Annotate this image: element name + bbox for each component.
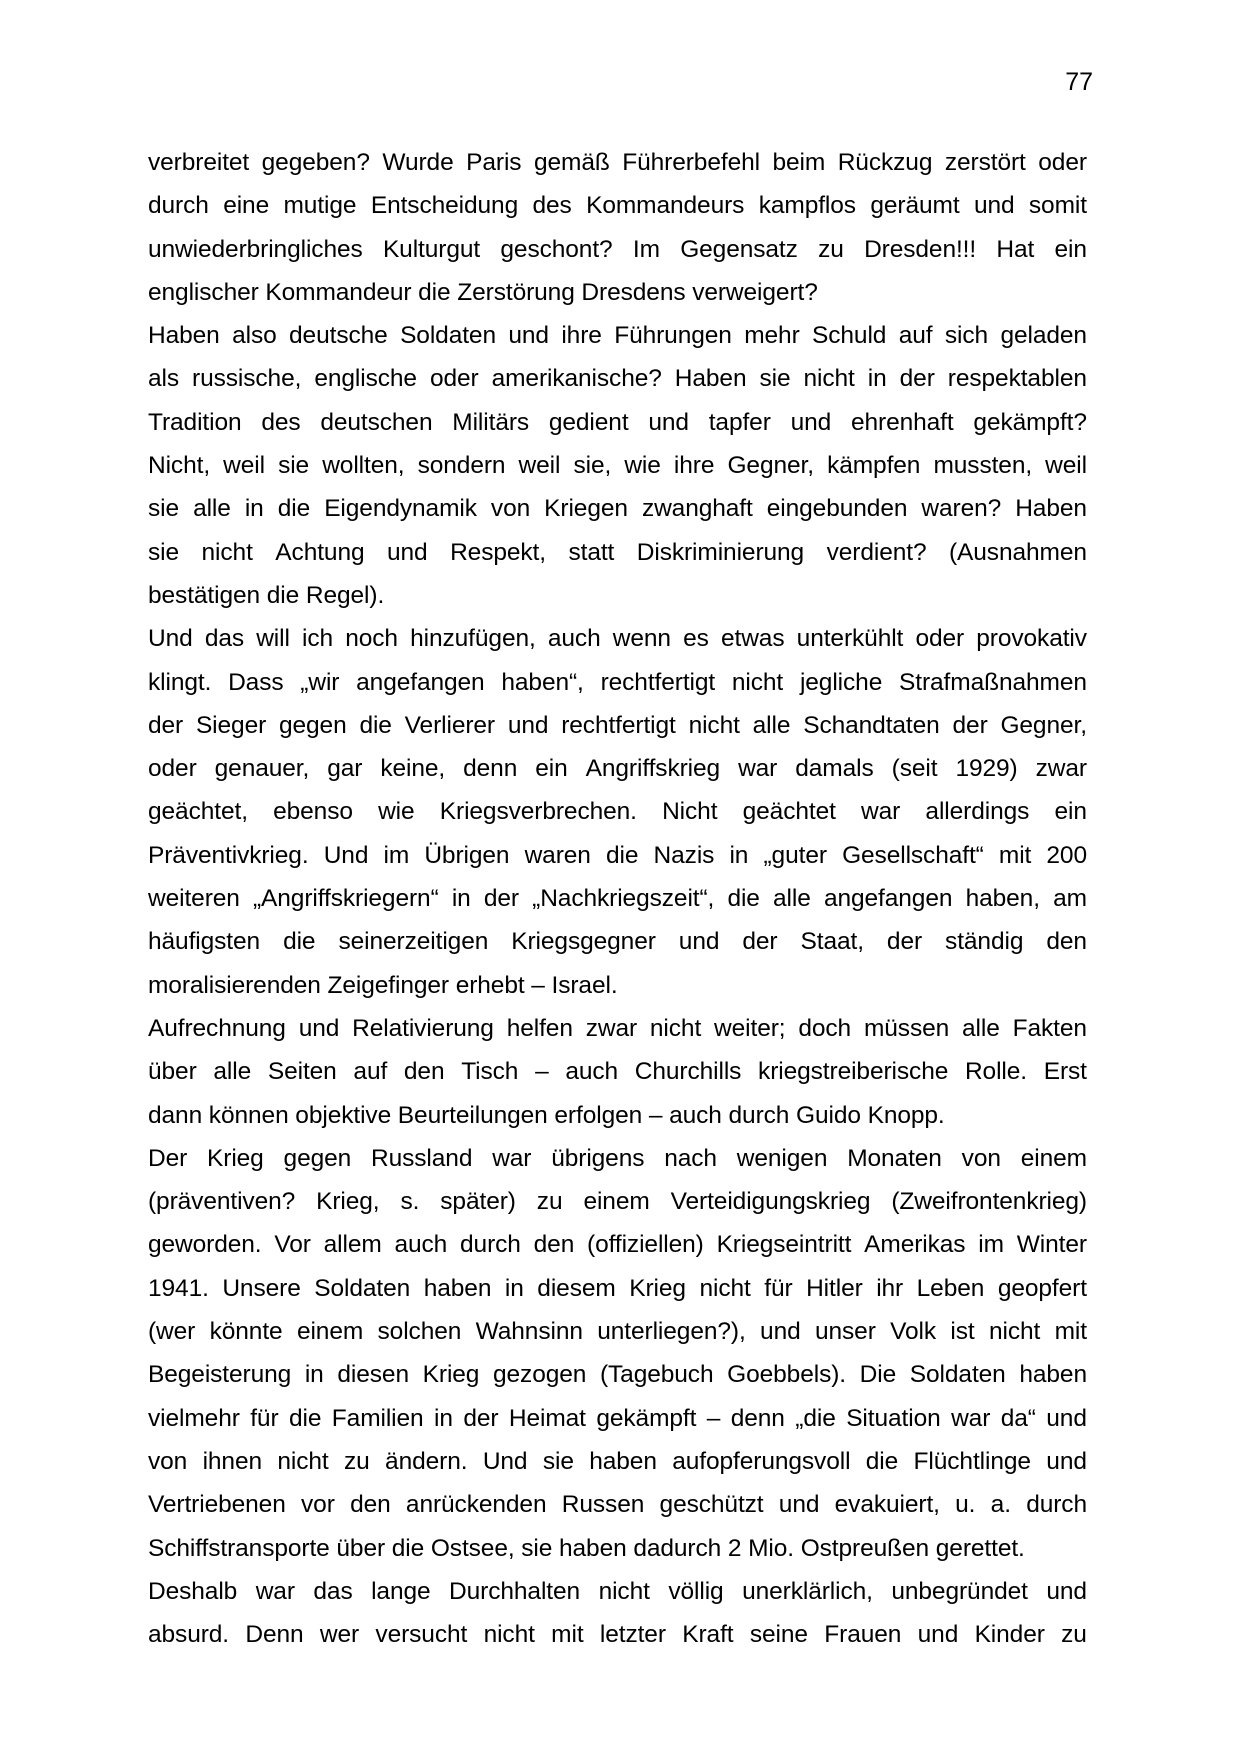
text-line: Begeisterung in diesen Krieg gezogen (Tagebuch Goebbels). Die Soldaten haben — [148, 1361, 1087, 1389]
text-line: (präventiven? Krieg, s. später) zu einem Verteidigungskrieg (Zweifrontenkrieg) — [148, 1188, 1087, 1216]
text-line: Schiffstransporte über die Ostsee, sie haben dadurch 2 Mio. Ostpreußen gerettet. — [148, 1534, 1025, 1562]
text-line: Tradition des deutschen Militärs gedient und tapfer und ehrenhaft gekämpft? — [148, 408, 1087, 436]
text-line: als russische, englische oder amerikanische? Haben sie nicht in der respektablen — [148, 365, 1087, 393]
text-line: Haben also deutsche Soldaten und ihre Führungen mehr Schuld auf sich geladen — [148, 322, 1087, 350]
text-line: weiteren „Angriffskriegern“ in der „Nachkriegszeit“, die alle angefangen haben, am — [148, 885, 1087, 913]
text-line: geächtet, ebenso wie Kriegsverbrechen. Nicht geächtet war allerdings ein — [148, 798, 1087, 826]
text-line: dann können objektive Beurteilungen erfolgen – auch durch Guido Knopp. — [148, 1101, 945, 1129]
text-line: Vertriebenen vor den anrückenden Russen geschützt und evakuiert, u. a. durch — [148, 1491, 1087, 1519]
text-line: oder genauer, gar keine, denn ein Angriffskrieg war damals (seit 1929) zwar — [148, 755, 1087, 783]
page-number: 77 — [1065, 68, 1093, 96]
text-line: englischer Kommandeur die Zerstörung Dresdens verweigert? — [148, 278, 818, 306]
text-line: unwiederbringliches Kulturgut geschont? Im Gegensatz zu Dresden!!! Hat ein — [148, 235, 1087, 263]
text-line: Aufrechnung und Relativierung helfen zwar nicht weiter; doch müssen alle Fakten — [148, 1014, 1087, 1042]
text-line: geworden. Vor allem auch durch den (offiziellen) Kriegseintritt Amerikas im Winter — [148, 1231, 1087, 1259]
text-line: von ihnen nicht zu ändern. Und sie haben aufopferungsvoll die Flüchtlinge und — [148, 1447, 1087, 1475]
text-line: häufigsten die seinerzeitigen Kriegsgegner und der Staat, der ständig den — [148, 928, 1087, 956]
text-line: absurd. Denn wer versucht nicht mit letzter Kraft seine Frauen und Kinder zu — [148, 1621, 1087, 1649]
text-line: Nicht, weil sie wollten, sondern weil sie, wie ihre Gegner, kämpfen mussten, weil — [148, 452, 1087, 480]
text-line: moralisierenden Zeigefinger erhebt – Israel. — [148, 971, 618, 999]
text-line: 1941. Unsere Soldaten haben in diesem Krieg nicht für Hitler ihr Leben geopfert — [148, 1274, 1087, 1302]
text-line: vielmehr für die Familien in der Heimat gekämpft – denn „die Situation war da“ und — [148, 1404, 1087, 1432]
text-line: Der Krieg gegen Russland war übrigens nach wenigen Monaten von einem — [148, 1144, 1087, 1172]
text-line: über alle Seiten auf den Tisch – auch Churchills kriegstreiberische Rolle. Erst — [148, 1058, 1087, 1086]
text-line: Deshalb war das lange Durchhalten nicht völlig unerklärlich, unbegründet und — [148, 1577, 1087, 1605]
text-line: Präventivkrieg. Und im Übrigen waren die Nazis in „guter Gesellschaft“ mit 200 — [148, 841, 1087, 869]
text-line: sie nicht Achtung und Respekt, statt Diskriminierung verdient? (Ausnahmen — [148, 538, 1087, 566]
text-line: (wer könnte einem solchen Wahnsinn unterliegen?), und unser Volk ist nicht mit — [148, 1318, 1087, 1346]
text-line: der Sieger gegen die Verlierer und rechtfertigt nicht alle Schandtaten der Gegner, — [148, 711, 1087, 739]
text-line: durch eine mutige Entscheidung des Kommandeurs kampflos geräumt und somit — [148, 192, 1087, 220]
text-line: klingt. Dass „wir angefangen haben“, rechtfertigt nicht jegliche Strafmaßnahmen — [148, 668, 1087, 696]
text-line: sie alle in die Eigendynamik von Kriegen zwanghaft eingebunden waren? Haben — [148, 495, 1087, 523]
text-line: Und das will ich noch hinzufügen, auch wenn es etwas unterkühlt oder provokativ — [148, 625, 1087, 653]
text-line: bestätigen die Regel). — [148, 581, 385, 609]
text-line: verbreitet gegeben? Wurde Paris gemäß Führerbefehl beim Rückzug zerstört oder — [148, 149, 1087, 176]
text-body — [148, 141, 1087, 1656]
